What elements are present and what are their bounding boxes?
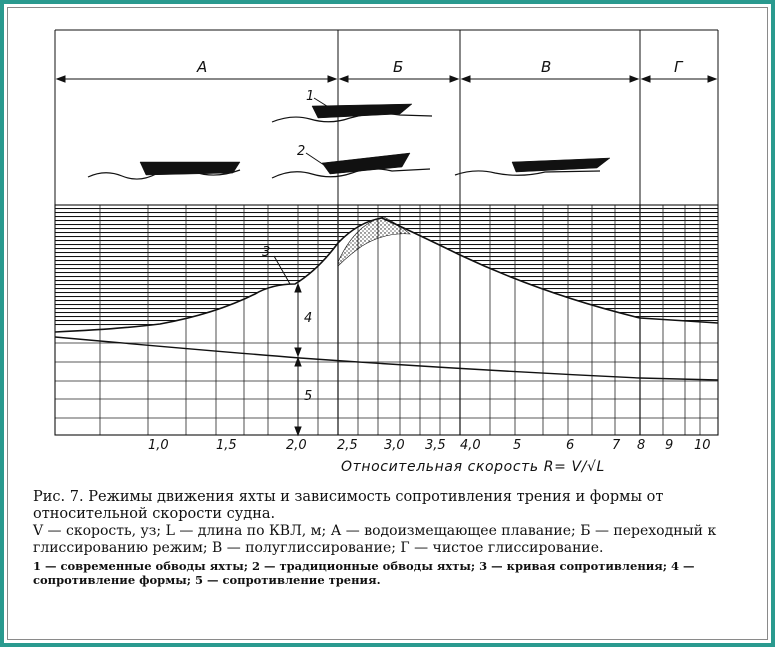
x-tick-label: 2,5 — [337, 438, 358, 453]
x-axis-label: Относительная скорость R= V/√L — [341, 459, 605, 475]
x-tick-label: 6 — [566, 438, 575, 453]
x-tick-label: 1,5 — [216, 438, 237, 453]
x-tick-label: 2,0 — [286, 438, 307, 453]
region-arrows — [57, 76, 716, 82]
figure-caption — [33, 489, 748, 587]
caption-notes: 1 — современные обводы яхты; 2 — традиционные обводы яхты; 3 — кривая сопротивления; 4 — сопротивление формы; 5 — сопротивление трения. — [33, 559, 695, 587]
x-tick-labels — [148, 438, 711, 453]
x-tick-label: 8 — [637, 438, 646, 453]
x-tick-label: 7 — [612, 438, 621, 453]
x-tick-label: 10 — [694, 438, 711, 453]
region-label-a: А — [197, 58, 208, 76]
curve-label-2: 2 — [297, 144, 306, 159]
region-label-g: Г — [674, 58, 683, 76]
caption-legend: V — скорость, уз; L — длина по КВЛ, м; А — водоизмещающее плавание; Б — переходный к глиссированию режим; В — полуглиссирование; Г — чистое глиссирование. — [33, 523, 717, 556]
curve-label-4: 4 — [304, 311, 313, 326]
x-tick-label: 5 — [513, 438, 522, 453]
curve-label-3: 3 — [262, 245, 271, 260]
region-label-v: В — [541, 58, 552, 76]
curve-label-1: 1 — [306, 89, 315, 104]
x-tick-label: 9 — [665, 438, 674, 453]
x-tick-label: 3,5 — [425, 438, 446, 453]
x-tick-label: 3,0 — [384, 438, 405, 453]
region-label-b: Б — [393, 58, 404, 76]
boat-illustrations — [88, 104, 610, 179]
x-tick-label: 1,0 — [148, 438, 169, 453]
x-tick-label: 4,0 — [460, 438, 481, 453]
caption-title: Рис. 7. Режимы движения яхты и зависимость сопротивления трения и формы от относительной скорости судна. — [33, 489, 664, 522]
curve-label-5: 5 — [304, 389, 313, 404]
